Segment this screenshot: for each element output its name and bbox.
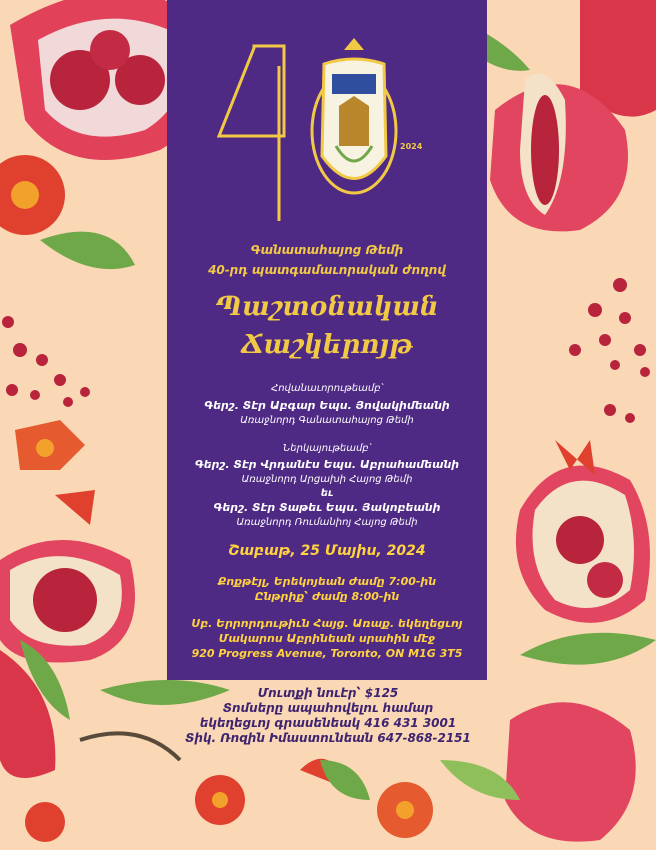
patronage-label: Հովանաւորութեամբ՝ — [271, 383, 383, 394]
patron-role: Առաջնորդ Գանատահայոց Թեմի — [240, 415, 414, 426]
diocese-line: Գանատահայոց Թեմի — [250, 243, 404, 257]
guest2-name: Գերշ. Տէր Տաթեւ Եպս. Յակոբեանի — [213, 501, 441, 514]
schedule-dinner: Ընթրիք՝ ժամը 8:00-ին — [254, 590, 400, 603]
ticket-fee: Մուտքի նուէր՝ $125 — [257, 686, 399, 700]
seeds-left — [2, 316, 90, 407]
event-date: Շաբաթ, 25 Մայիս, 2024 — [228, 543, 426, 559]
venue-address: 920 Progress Avenue, Toronto, ON M1G 3T5 — [191, 647, 463, 660]
title-line-1: Պաշտօնական — [215, 292, 439, 322]
anniversary-emblem — [214, 36, 414, 226]
guest2-role: Առաջնորդ Ռումանիոյ Հայոց Թեմի — [236, 517, 418, 528]
assembly-line: 40-րդ պատգամաւորական ժողով — [208, 263, 446, 277]
office-phone: եկեղեցւոյ գրասենեակ 416 431 3001 — [199, 716, 457, 730]
title-line-2: Ճաշկերոյթ — [241, 330, 413, 360]
emblem-year: 2024 — [400, 142, 423, 151]
venue-church: Սբ. Երրորդութիւն Հայց. Առաք. եկեղեցւոյ — [191, 617, 463, 630]
ticket-info — [150, 686, 506, 746]
contact-phone: Տիկ. Ռոզին Իմաստունեան 647-868-2151 — [185, 731, 471, 745]
presence-label: Ներկայութեամբ՝ — [282, 443, 372, 454]
reservation-note: Տոմսերը ապահովելու համար — [222, 701, 434, 715]
flower-left — [0, 155, 135, 269]
pomegranate-mid-right — [516, 440, 656, 665]
pomegranate-mid-left — [0, 420, 135, 778]
schedule-cocktail: Քոքթէյլ, Երեկոյեան ժամը 7:00-ին — [217, 575, 437, 588]
venue-hall: Մակարոս Աբրինեան սրահին մէջ — [218, 632, 436, 645]
patron-name: Գերշ. Տէր Աբգար Եպս. Յովակիմեանի — [204, 399, 450, 412]
guest1-role: Առաջնորդ Արցախի Հայոց Թեմի — [241, 474, 413, 485]
guest1-name: Գերշ. Տէր Վրդանէս Եպս. Աբրահամեանի — [194, 458, 460, 471]
seeds-right — [569, 278, 650, 423]
conjunction: եւ — [320, 488, 334, 499]
